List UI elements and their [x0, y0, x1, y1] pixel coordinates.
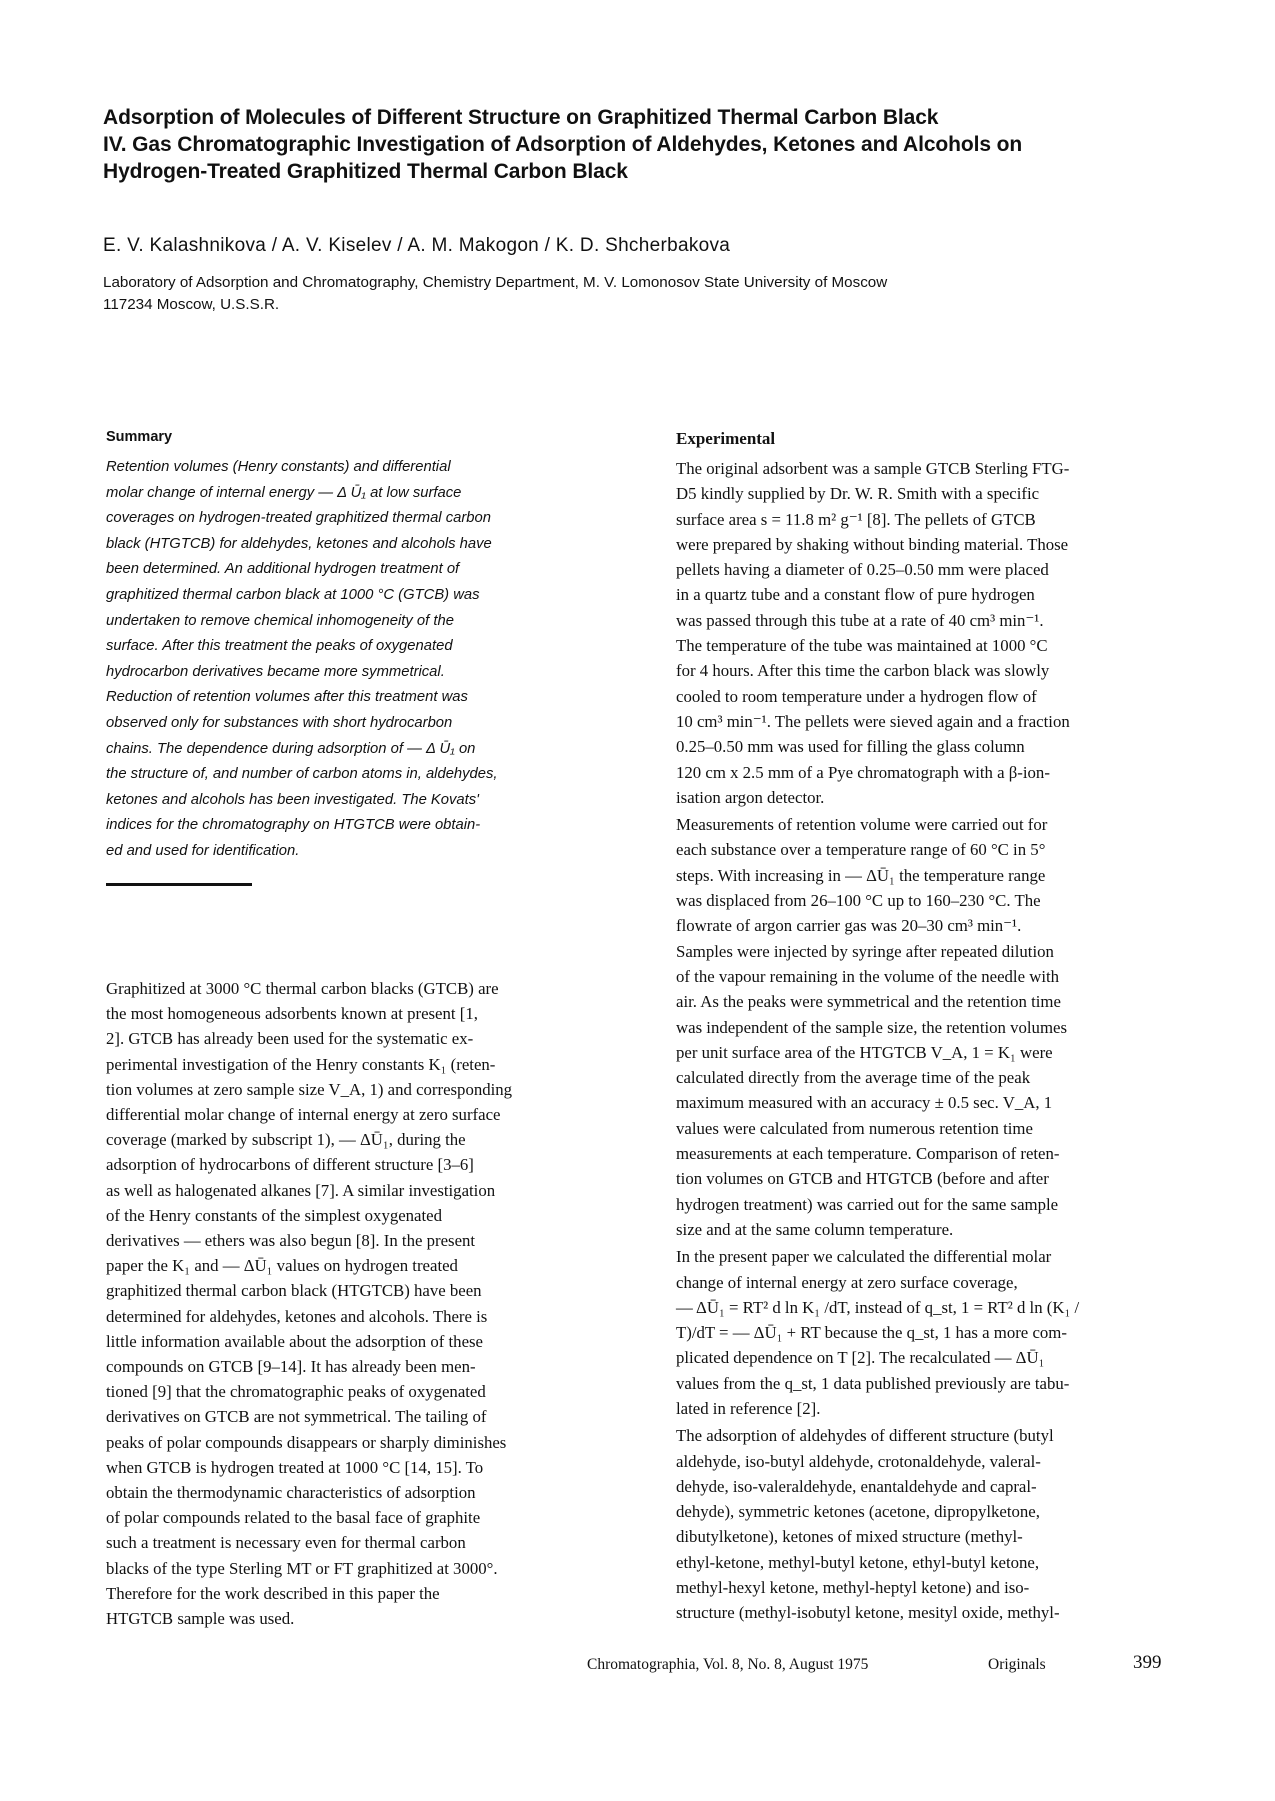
text-line: graphitized thermal carbon black at 1000 °C (GTCB) was — [106, 586, 480, 603]
summary-heading: Summary — [106, 429, 173, 445]
text-line: graphitized thermal carbon black (HTGTCB) have been — [106, 1281, 482, 1301]
text-line: 2]. GTCB has already been used for the systematic ex- — [106, 1029, 474, 1049]
text-line: The adsorption of aldehydes of different structure (butyl — [676, 1426, 1054, 1446]
text-line: as well as halogenated alkanes [7]. A similar investigation — [106, 1180, 496, 1200]
text-line: adsorption of hydrocarbons of different structure [3–6] — [106, 1155, 474, 1175]
text-line: the structure of, and number of carbon atoms in, aldehydes, — [106, 766, 498, 783]
text-line: of polar compounds related to the basal face of graphite — [106, 1508, 481, 1528]
text-line: Graphitized at 3000 °C thermal carbon blacks (GTCB) are — [106, 979, 499, 998]
text-line: undertaken to remove chemical inhomogeneity of the — [106, 612, 454, 629]
paragraph — [676, 456, 1196, 810]
text-line: tioned [9] that the chromatographic peaks of oxygenated — [106, 1382, 486, 1402]
text-line: methyl-hexyl ketone, methyl-heptyl ketone) and iso- — [676, 1578, 1030, 1598]
text-line: derivatives on GTCB are not symmetrical. The tailing of — [106, 1407, 487, 1427]
author-list: E. V. Kalashnikova / A. V. Kiselev / A. M. Makogon / K. D. Shcherbakova — [103, 235, 731, 256]
text-line: in a quartz tube and a constant flow of pure hydrogen — [676, 585, 1035, 605]
text-line: coverages on hydrogen-treated graphitized thermal carbon — [106, 510, 491, 527]
title-line: Adsorption of Molecules of Different Structure on Graphitized Thermal Carbon Black — [103, 106, 939, 129]
article-title — [103, 104, 1183, 185]
text-line: measurements at each temperature. Comparison of reten- — [676, 1144, 1060, 1164]
text-line: change of internal energy at zero surface coverage, — [676, 1272, 1018, 1292]
text-line: steps. With increasing in — ΔŪ₁ the temperature range — [676, 865, 1046, 885]
text-line: for 4 hours. After this time the carbon black was slowly — [676, 661, 1050, 681]
text-line: of the Henry constants of the simplest oxygenated — [106, 1205, 443, 1225]
text-line: such a treatment is necessary even for thermal carbon — [106, 1533, 466, 1553]
experimental-text — [676, 456, 1196, 1628]
text-line: when GTCB is hydrogen treated at 1000 °C [14, 15]. To — [106, 1457, 484, 1477]
affiliation-line: 117234 Moscow, U.S.S.R. — [103, 296, 280, 313]
section-divider — [106, 883, 252, 886]
text-line: paper the K₁ and — ΔŪ₁ values on hydrogen treated — [106, 1256, 458, 1276]
text-line: perimental investigation of the Henry constants K₁ (reten- — [106, 1054, 496, 1074]
text-line: the most homogeneous adsorbents known at present [1, — [106, 1004, 478, 1024]
text-line: Retention volumes (Henry constants) and differential — [106, 459, 451, 475]
text-line: per unit surface area of the HTGTCB V_A, 1 = K₁ were — [676, 1042, 1053, 1062]
text-line: values were calculated from numerous retention time — [676, 1118, 1033, 1138]
text-line: Measurements of retention volume were carried out for — [676, 815, 1048, 835]
text-line: black (HTGTCB) for aldehydes, ketones and alcohols have — [106, 535, 492, 552]
text-line: surface area s = 11.8 m² g⁻¹ [8]. The pellets of GTCB — [676, 509, 1036, 529]
title-line: IV. Gas Chromatographic Investigation of Adsorption of Aldehydes, Ketones and Alcohols on — [103, 133, 1023, 156]
text-line: dehyde, iso-valeraldehyde, enantaldehyde and capral- — [676, 1476, 1037, 1496]
text-line: derivatives — ethers was also begun [8]. In the present — [106, 1231, 476, 1251]
text-line: indices for the chromatography on HTGTCB were obtain- — [106, 817, 481, 834]
text-line: flowrate of argon carrier gas was 20–30 cm³ min⁻¹. — [676, 916, 1022, 936]
text-line: chains. The dependence during adsorption of — Δ Ū₁ on — [106, 740, 476, 757]
text-line: each substance over a temperature range of 60 °C in 5° — [676, 840, 1046, 860]
text-line: obtain the thermodynamic characteristics of adsorption — [106, 1483, 476, 1503]
text-line: structure (methyl-isobutyl ketone, mesityl oxide, methyl- — [676, 1603, 1060, 1623]
paragraph — [676, 812, 1196, 1242]
section-label: Originals — [988, 1656, 1046, 1673]
text-line: The temperature of the tube was maintained at 1000 °C — [676, 636, 1048, 656]
introduction-text — [106, 976, 626, 1631]
text-line: Therefore for the work described in this paper the — [106, 1583, 440, 1603]
text-line: peaks of polar compounds disappears or sharply diminishes — [106, 1432, 507, 1452]
text-line: In the present paper we calculated the differential molar — [676, 1247, 1052, 1267]
text-line: was passed through this tube at a rate of 40 cm³ min⁻¹. — [676, 610, 1044, 630]
text-line: plicated dependence on T [2]. The recalculated — ΔŪ₁ — [676, 1348, 1045, 1368]
text-line: — ΔŪ₁ = RT² d ln K₁ /dT, instead of q_st, 1 = RT² d ln (K₁ / — [676, 1297, 1080, 1317]
text-line: were prepared by shaking without binding material. Those — [676, 534, 1069, 554]
text-line: blacks of the type Sterling MT or FT graphitized at 3000°. — [106, 1558, 498, 1578]
text-line: 0.25–0.50 mm was used for filling the glass column — [676, 737, 1025, 757]
text-line: ed and used for identification. — [106, 842, 300, 859]
text-line: dehyde), symmetric ketones (acetone, dipropylketone, — [676, 1502, 1040, 1522]
title-line: Hydrogen-Treated Graphitized Thermal Carbon Black — [103, 160, 628, 183]
text-line: The original adsorbent was a sample GTCB Sterling FTG- — [676, 459, 1070, 478]
text-line: T)/dT = — ΔŪ₁ + RT because the q_st, 1 has a more com- — [676, 1323, 1067, 1343]
text-line: been determined. An additional hydrogen treatment of — [106, 561, 460, 578]
text-line: of the vapour remaining in the volume of the needle with — [676, 966, 1060, 986]
text-line: ethyl-ketone, methyl-butyl ketone, ethyl-butyl ketone, — [676, 1552, 1040, 1572]
text-line: Reduction of retention volumes after this treatment was — [106, 689, 468, 706]
text-line: air. As the peaks were symmetrical and the retention time — [676, 992, 1061, 1012]
text-line: determined for aldehydes, ketones and alcohols. There is — [106, 1306, 488, 1326]
paragraph — [676, 1423, 1196, 1625]
text-line: cooled to room temperature under a hydrogen flow of — [676, 686, 1037, 706]
page-number: 399 — [1133, 1652, 1162, 1673]
affiliation — [103, 272, 1183, 316]
text-line: maximum measured with an accuracy ± 0.5 sec. V_A, 1 — [676, 1093, 1053, 1113]
text-line: pellets having a diameter of 0.25–0.50 mm were placed — [676, 560, 1049, 580]
text-line: was displaced from 26–100 °C up to 160–230 °C. The — [676, 891, 1041, 911]
text-line: size and at the same column temperature. — [676, 1219, 954, 1239]
paragraph — [676, 1244, 1196, 1421]
text-line: 10 cm³ min⁻¹. The pellets were sieved again and a fraction — [676, 711, 1070, 731]
text-line: isation argon detector. — [676, 787, 825, 807]
text-line: aldehyde, iso-butyl aldehyde, crotonaldehyde, valeral- — [676, 1451, 1041, 1471]
text-line: tion volumes at zero sample size V_A, 1) and corresponding — [106, 1079, 513, 1099]
text-line: ketones and alcohols has been investigated. The Kovats' — [106, 791, 479, 808]
summary-text — [106, 455, 626, 865]
text-line: tion volumes on GTCB and HTGTCB (before and after — [676, 1169, 1049, 1189]
text-line: D5 kindly supplied by Dr. W. R. Smith with a specific — [676, 484, 1040, 504]
text-line: little information available about the adsorption of these — [106, 1331, 484, 1351]
text-line: Samples were injected by syringe after repeated dilution — [676, 941, 1054, 961]
journal-citation: Chromatographia, Vol. 8, No. 8, August 1975 — [587, 1656, 869, 1673]
text-line: values from the q_st, 1 data published previously are tabu- — [676, 1373, 1070, 1393]
text-line: compounds on GTCB [9–14]. It has already been men- — [106, 1357, 476, 1377]
text-line: differential molar change of internal energy at zero surface — [106, 1105, 501, 1125]
text-line: observed only for substances with short hydrocarbon — [106, 714, 453, 731]
text-line: lated in reference [2]. — [676, 1398, 821, 1418]
text-line: dibutylketone), ketones of mixed structure (methyl- — [676, 1527, 1023, 1547]
text-line: hydrogen treatment) was carried out for the same sample — [676, 1194, 1059, 1214]
experimental-heading: Experimental — [676, 429, 776, 448]
text-line: calculated directly from the average time of the peak — [676, 1068, 1031, 1088]
text-line: molar change of internal energy — Δ Ū₁ at low surface — [106, 484, 462, 501]
text-line: was independent of the sample size, the retention volumes — [676, 1017, 1067, 1037]
text-line: 120 cm x 2.5 mm of a Pye chromatograph with a β-ion- — [676, 762, 1050, 782]
text-line: surface. After this treatment the peaks of oxygenated — [106, 638, 453, 655]
text-line: HTGTCB sample was used. — [106, 1609, 295, 1629]
text-line: coverage (marked by subscript 1), — ΔŪ₁, during the — [106, 1130, 466, 1150]
text-line: hydrocarbon derivatives became more symmetrical. — [106, 663, 445, 680]
affiliation-line: Laboratory of Adsorption and Chromatography, Chemistry Department, M. V. Lomonosov State University of Moscow — [103, 274, 888, 291]
